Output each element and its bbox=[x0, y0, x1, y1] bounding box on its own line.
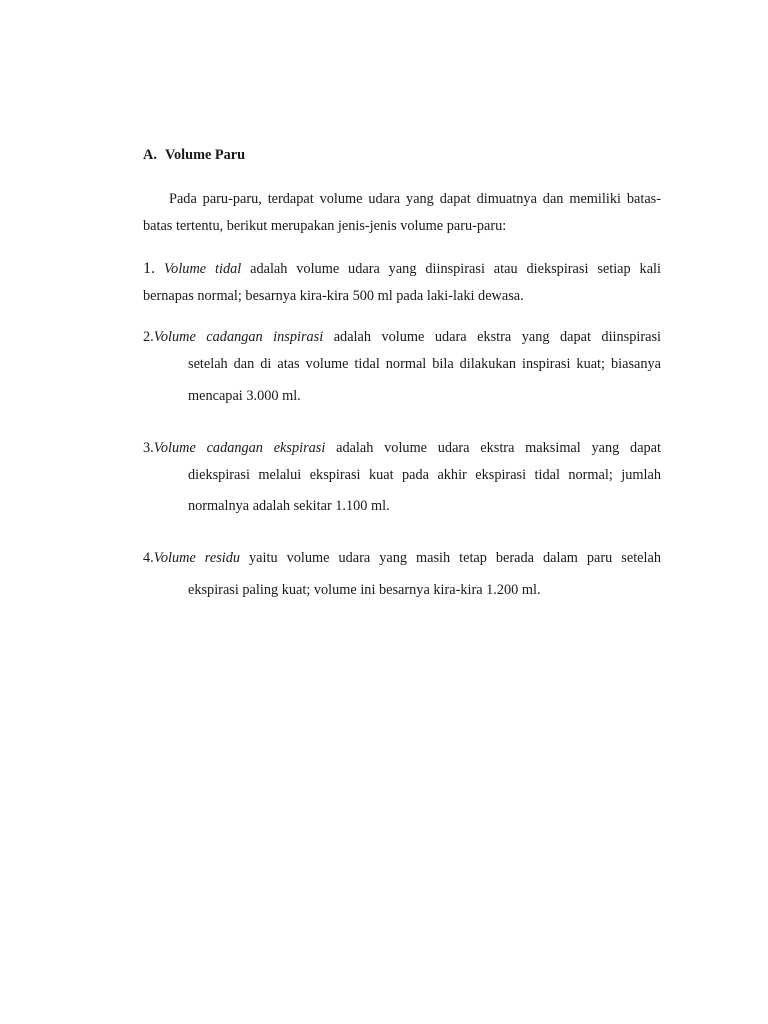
list-item-2-text: adalah volume udara ekstra yang dapat diinspirasi bbox=[323, 329, 662, 345]
list-item-4-line-2 bbox=[188, 581, 541, 599]
list-item-3-text: adalah volume udara ekstra maksimal yang dapat bbox=[325, 440, 662, 456]
intro-text-1: Pada paru-paru, terdapat volume udara yang dapat dimuatnya dan memiliki batas- bbox=[169, 191, 661, 207]
list-item-3-line-1 bbox=[143, 439, 661, 457]
section-letter: A. bbox=[143, 147, 157, 163]
list-item-3-number: 3. bbox=[143, 440, 154, 456]
list-item-1-text: adalah volume udara yang diinspirasi atau diekspirasi setiap kali bbox=[241, 261, 661, 277]
list-item-1-line-1 bbox=[143, 259, 661, 278]
intro-line-1 bbox=[169, 190, 661, 208]
section-heading bbox=[143, 147, 245, 164]
list-item-1-number: 1. bbox=[143, 259, 156, 277]
list-item-1-term: Volume tidal bbox=[164, 261, 242, 277]
list-item-3-text-3: normalnya adalah sekitar 1.100 ml. bbox=[188, 498, 390, 514]
section-title: Volume Paru bbox=[165, 147, 246, 163]
list-item-4-number: 4. bbox=[143, 550, 154, 566]
list-item-4-term: Volume residu bbox=[153, 550, 241, 566]
list-item-4-text: yaitu volume udara yang masih tetap berada dalam paru setelah bbox=[240, 550, 661, 566]
list-item-1-text-2: bernapas normal; besarnya kira-kira 500 ml pada laki-laki dewasa. bbox=[143, 288, 524, 304]
list-item-2-line-2 bbox=[188, 355, 661, 373]
intro-line-2 bbox=[143, 217, 506, 235]
list-item-3-term: Volume cadangan ekspirasi bbox=[153, 440, 326, 456]
intro-text-2: batas tertentu, berikut merupakan jenis-jenis volume paru-paru: bbox=[143, 218, 507, 234]
list-item-3-text-2: diekspirasi melalui ekspirasi kuat pada akhir ekspirasi tidal normal; jumlah bbox=[188, 467, 661, 483]
list-item-2-term: Volume cadangan inspirasi bbox=[153, 329, 324, 345]
list-item-4-line-1 bbox=[143, 549, 661, 567]
list-item-2-line-1 bbox=[143, 328, 661, 346]
list-item-2-text-2: setelah dan di atas volume tidal normal bila dilakukan inspirasi kuat; biasanya bbox=[188, 356, 661, 372]
list-item-2-text-3: mencapai 3.000 ml. bbox=[188, 388, 301, 404]
list-item-4-text-2: ekspirasi paling kuat; volume ini besarnya kira-kira 1.200 ml. bbox=[188, 582, 541, 598]
list-item-2-number: 2. bbox=[143, 329, 154, 345]
list-item-1-line-2 bbox=[143, 287, 524, 305]
list-item-3-line-2 bbox=[188, 466, 661, 484]
list-item-3-line-3 bbox=[188, 497, 390, 515]
list-item-2-line-3 bbox=[188, 387, 301, 405]
